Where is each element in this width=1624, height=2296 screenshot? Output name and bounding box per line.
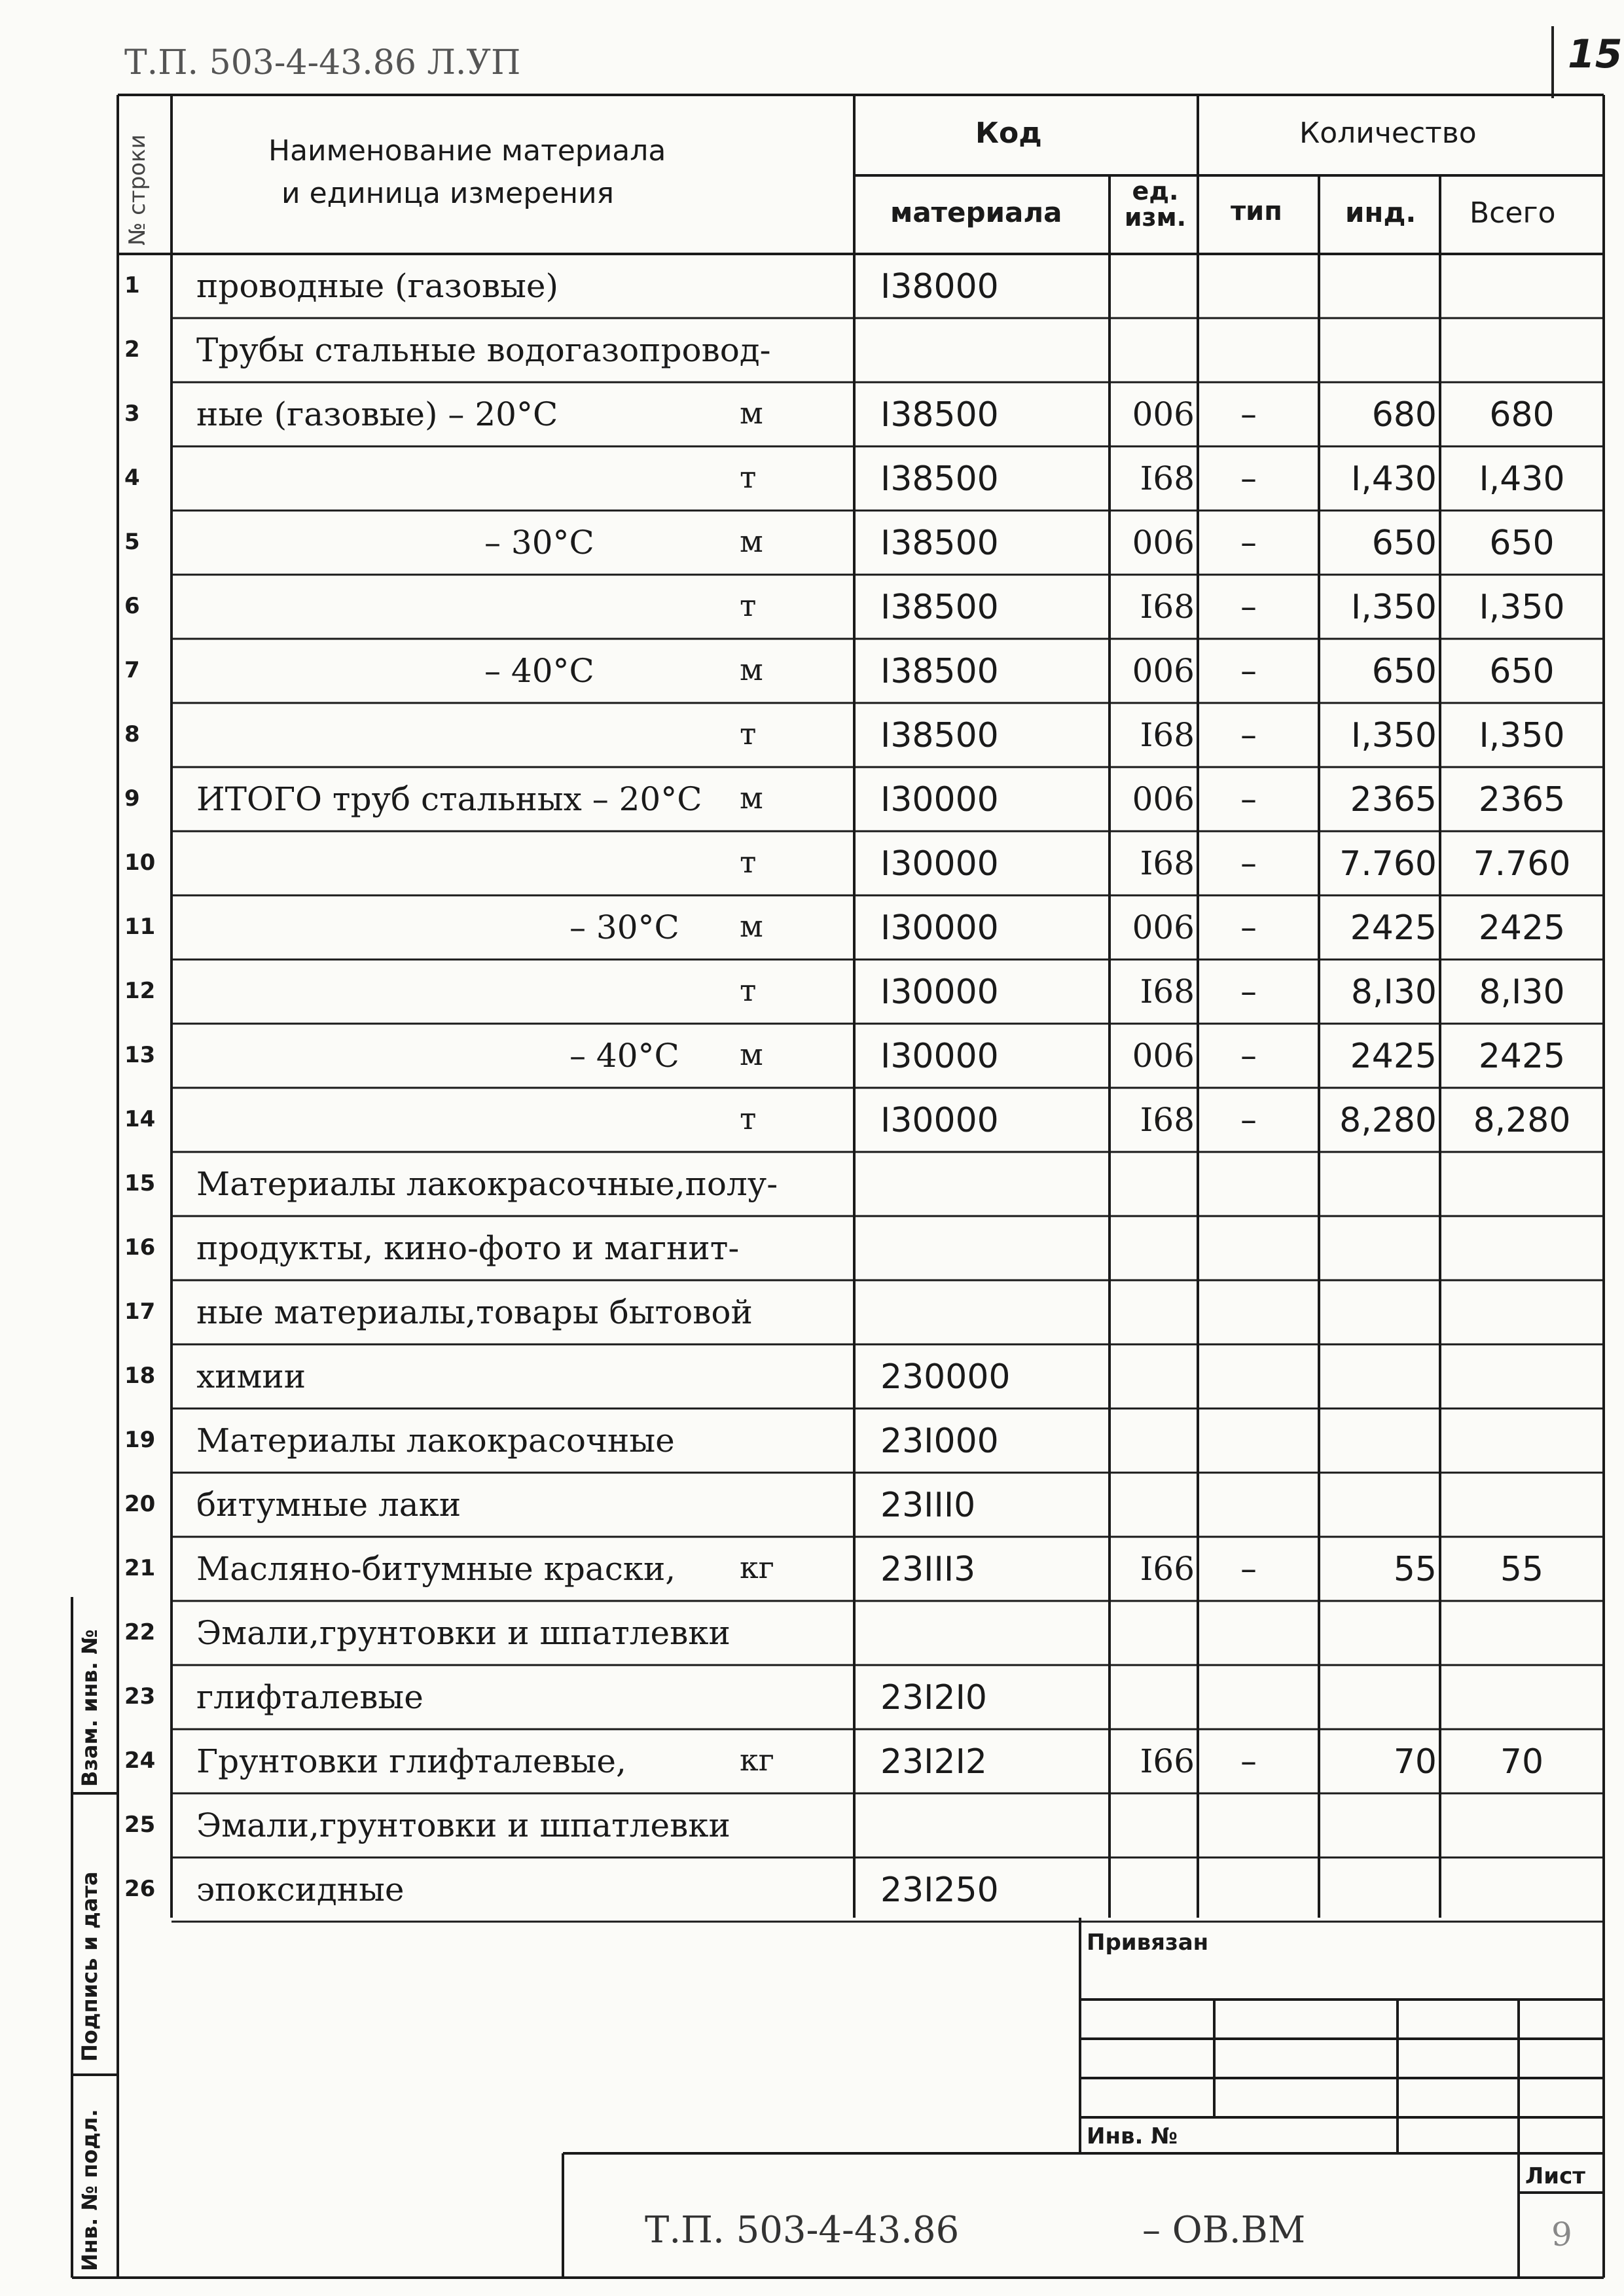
material-code: 230000 (880, 1357, 1011, 1397)
material-name: битумные лаки (196, 1486, 461, 1524)
col-code-group-header: Код (975, 117, 1042, 150)
qty-type: – (1240, 652, 1257, 690)
row-number: 20 (124, 1491, 156, 1517)
qty-type: – (1240, 908, 1257, 946)
row-number: 12 (124, 978, 156, 1004)
col-row-number-header: № строки (124, 134, 151, 245)
stamp-attached-label: Привязан (1087, 1929, 1209, 1956)
row-number: 6 (124, 593, 140, 619)
material-name: ИТОГО труб стальных – 20°С (196, 780, 702, 818)
unit-code: 006 (1132, 524, 1195, 562)
unit-of-measure: м (740, 395, 763, 431)
unit-of-measure: м (740, 524, 763, 559)
col-qty-group-header: Количество (1299, 117, 1477, 150)
row-number: 23 (124, 1683, 156, 1710)
material-code: I30000 (880, 908, 999, 948)
unit-code: I68 (1140, 973, 1195, 1011)
material-name: проводные (газовые) (196, 267, 559, 305)
qty-type: – (1240, 459, 1257, 497)
row-number: 15 (124, 1170, 156, 1196)
qty-total: 650 (1489, 524, 1555, 563)
qty-type: – (1240, 524, 1257, 562)
unit-code: 006 (1132, 780, 1195, 818)
material-code: 23I000 (880, 1422, 999, 1461)
qty-individual: 680 (1371, 395, 1437, 435)
qty-total: 2425 (1478, 908, 1566, 948)
material-code: I38500 (880, 588, 999, 627)
page-number: 15 (1568, 31, 1623, 77)
unit-of-measure: м (740, 1037, 763, 1072)
unit-code: I66 (1140, 1550, 1195, 1588)
row-number: 7 (124, 657, 140, 683)
unit-code: I68 (1140, 459, 1195, 497)
row-number: 18 (124, 1363, 156, 1389)
qty-total: 7.760 (1473, 844, 1571, 884)
material-name: Грунтовки глифталевые, (196, 1742, 626, 1780)
material-code: 23I2I2 (880, 1742, 988, 1782)
qty-individual: I,350 (1350, 716, 1437, 755)
row-number: 24 (124, 1748, 156, 1774)
stamp-document-code: Т.П. 503-4-43.86 (645, 2209, 960, 2251)
row-number: 13 (124, 1042, 156, 1068)
qty-total: 680 (1489, 395, 1555, 435)
material-name: – 30°С (569, 908, 679, 946)
row-number: 3 (124, 401, 140, 427)
unit-code: I68 (1140, 716, 1195, 754)
qty-individual: I,350 (1350, 588, 1437, 627)
material-code: 23III0 (880, 1486, 976, 1525)
material-code: I38000 (880, 267, 999, 306)
unit-of-measure: т (740, 844, 757, 880)
unit-of-measure: м (740, 652, 763, 687)
material-code: I38500 (880, 652, 999, 691)
unit-code: 006 (1132, 652, 1195, 690)
qty-total: 2365 (1478, 780, 1566, 819)
row-number: 19 (124, 1427, 156, 1453)
unit-code: I66 (1140, 1742, 1195, 1780)
unit-of-measure: кг (740, 1742, 774, 1778)
document-header: Т.П. 503-4-43.86 Л.УП (124, 43, 521, 82)
col-type-header: тип (1231, 196, 1282, 226)
stamp-sheet-value: 9 (1551, 2215, 1572, 2253)
col-unit-header: ед. изм. (1124, 177, 1187, 232)
qty-total: 8,I30 (1479, 973, 1565, 1012)
material-name: Материалы лакокрасочные,полу- (196, 1165, 778, 1203)
qty-type: – (1240, 973, 1257, 1011)
row-number: 21 (124, 1555, 156, 1581)
col-code-material-header: материала (890, 196, 1062, 228)
side-signature-date-label: Подпись и дата (77, 1871, 102, 2062)
row-number: 14 (124, 1106, 156, 1132)
unit-of-measure: т (740, 973, 757, 1008)
qty-individual: 650 (1371, 524, 1437, 563)
qty-type: – (1240, 780, 1257, 818)
row-number: 17 (124, 1299, 156, 1325)
qty-total: 55 (1500, 1550, 1544, 1589)
material-code: 23I2I0 (880, 1678, 988, 1717)
unit-of-measure: т (740, 716, 757, 751)
qty-individual: 2425 (1350, 908, 1437, 948)
stamp-sheet-label: Лист (1525, 2163, 1585, 2189)
row-number: 26 (124, 1876, 156, 1902)
unit-of-measure: м (740, 908, 763, 944)
material-name: Материалы лакокрасочные (196, 1422, 675, 1460)
qty-type: – (1240, 844, 1257, 882)
row-number: 25 (124, 1812, 156, 1838)
material-name: ные (газовые) – 20°С (196, 395, 558, 433)
material-code: I30000 (880, 1101, 999, 1140)
col-name-header-line1: Наименование материала (268, 134, 666, 168)
qty-type: – (1240, 395, 1257, 433)
unit-code: 006 (1132, 908, 1195, 946)
row-number: 1 (124, 272, 140, 298)
row-number: 10 (124, 850, 156, 876)
unit-code: I68 (1140, 1101, 1195, 1139)
qty-total: I,430 (1479, 459, 1565, 499)
qty-type: – (1240, 1742, 1257, 1780)
qty-total: 2425 (1478, 1037, 1566, 1076)
material-code: I30000 (880, 844, 999, 884)
material-name: – 30°С (484, 524, 594, 562)
material-code: 23I250 (880, 1871, 999, 1910)
stamp-inv-no-label: Инв. № (1087, 2123, 1178, 2149)
material-name: Эмали,грунтовки и шпатлевки (196, 1806, 731, 1844)
material-code: I38500 (880, 459, 999, 499)
material-name: химии (196, 1357, 306, 1395)
unit-code: 006 (1132, 395, 1195, 433)
qty-total: I,350 (1479, 716, 1565, 755)
material-code: I38500 (880, 524, 999, 563)
row-number: 2 (124, 336, 140, 363)
col-name-header-line2: и единица измерения (281, 177, 615, 210)
material-name: – 40°С (484, 652, 594, 690)
material-name: эпоксидные (196, 1871, 405, 1909)
material-code: I38500 (880, 395, 999, 435)
material-name: ные материалы,товары бытовой (196, 1293, 753, 1331)
qty-type: – (1240, 1550, 1257, 1588)
row-number: 4 (124, 465, 140, 491)
row-number: 11 (124, 914, 156, 940)
material-name: Эмали,грунтовки и шпатлевки (196, 1614, 731, 1652)
material-code: I30000 (880, 780, 999, 819)
unit-of-measure: кг (740, 1550, 774, 1585)
row-number: 8 (124, 721, 140, 747)
col-total-header: Всего (1470, 196, 1556, 230)
material-name: Трубы стальные водогазопровод- (196, 331, 771, 369)
col-ind-header: инд. (1345, 196, 1416, 228)
qty-total: 8,280 (1473, 1101, 1571, 1140)
qty-type: – (1240, 588, 1257, 626)
qty-individual: 2425 (1350, 1037, 1437, 1076)
material-name: продукты, кино-фото и магнит- (196, 1229, 740, 1267)
qty-individual: 7.760 (1339, 844, 1437, 884)
material-code: I30000 (880, 1037, 999, 1076)
qty-type: – (1240, 1101, 1257, 1139)
side-inv-podl-label: Инв. № подл. (77, 2109, 102, 2271)
qty-type: – (1240, 1037, 1257, 1075)
qty-total: I,350 (1479, 588, 1565, 627)
qty-total: 650 (1489, 652, 1555, 691)
material-name: глифталевые (196, 1678, 424, 1716)
unit-code: I68 (1140, 844, 1195, 882)
material-name: – 40°С (569, 1037, 679, 1075)
material-code: I30000 (880, 973, 999, 1012)
unit-of-measure: т (740, 459, 757, 495)
row-number: 9 (124, 785, 140, 812)
material-name: Масляно-битумные краски, (196, 1550, 676, 1588)
material-code: I38500 (880, 716, 999, 755)
material-code: 23III3 (880, 1550, 976, 1589)
row-number: 16 (124, 1234, 156, 1261)
qty-total: 70 (1500, 1742, 1544, 1782)
qty-individual: I,430 (1350, 459, 1437, 499)
qty-individual: 8,280 (1339, 1101, 1437, 1140)
unit-of-measure: т (740, 1101, 757, 1136)
stamp-document-suffix: – ОВ.ВМ (1142, 2209, 1306, 2251)
row-number: 5 (124, 529, 140, 555)
row-number: 22 (124, 1619, 156, 1645)
unit-of-measure: м (740, 780, 763, 816)
qty-individual: 8,I30 (1350, 973, 1437, 1012)
qty-individual: 70 (1393, 1742, 1437, 1782)
qty-individual: 55 (1393, 1550, 1437, 1589)
qty-individual: 2365 (1350, 780, 1437, 819)
side-vzam-inv-label: Взам. инв. № (77, 1629, 102, 1787)
unit-code: 006 (1132, 1037, 1195, 1075)
qty-individual: 650 (1371, 652, 1437, 691)
qty-type: – (1240, 716, 1257, 754)
unit-of-measure: т (740, 588, 757, 623)
unit-code: I68 (1140, 588, 1195, 626)
